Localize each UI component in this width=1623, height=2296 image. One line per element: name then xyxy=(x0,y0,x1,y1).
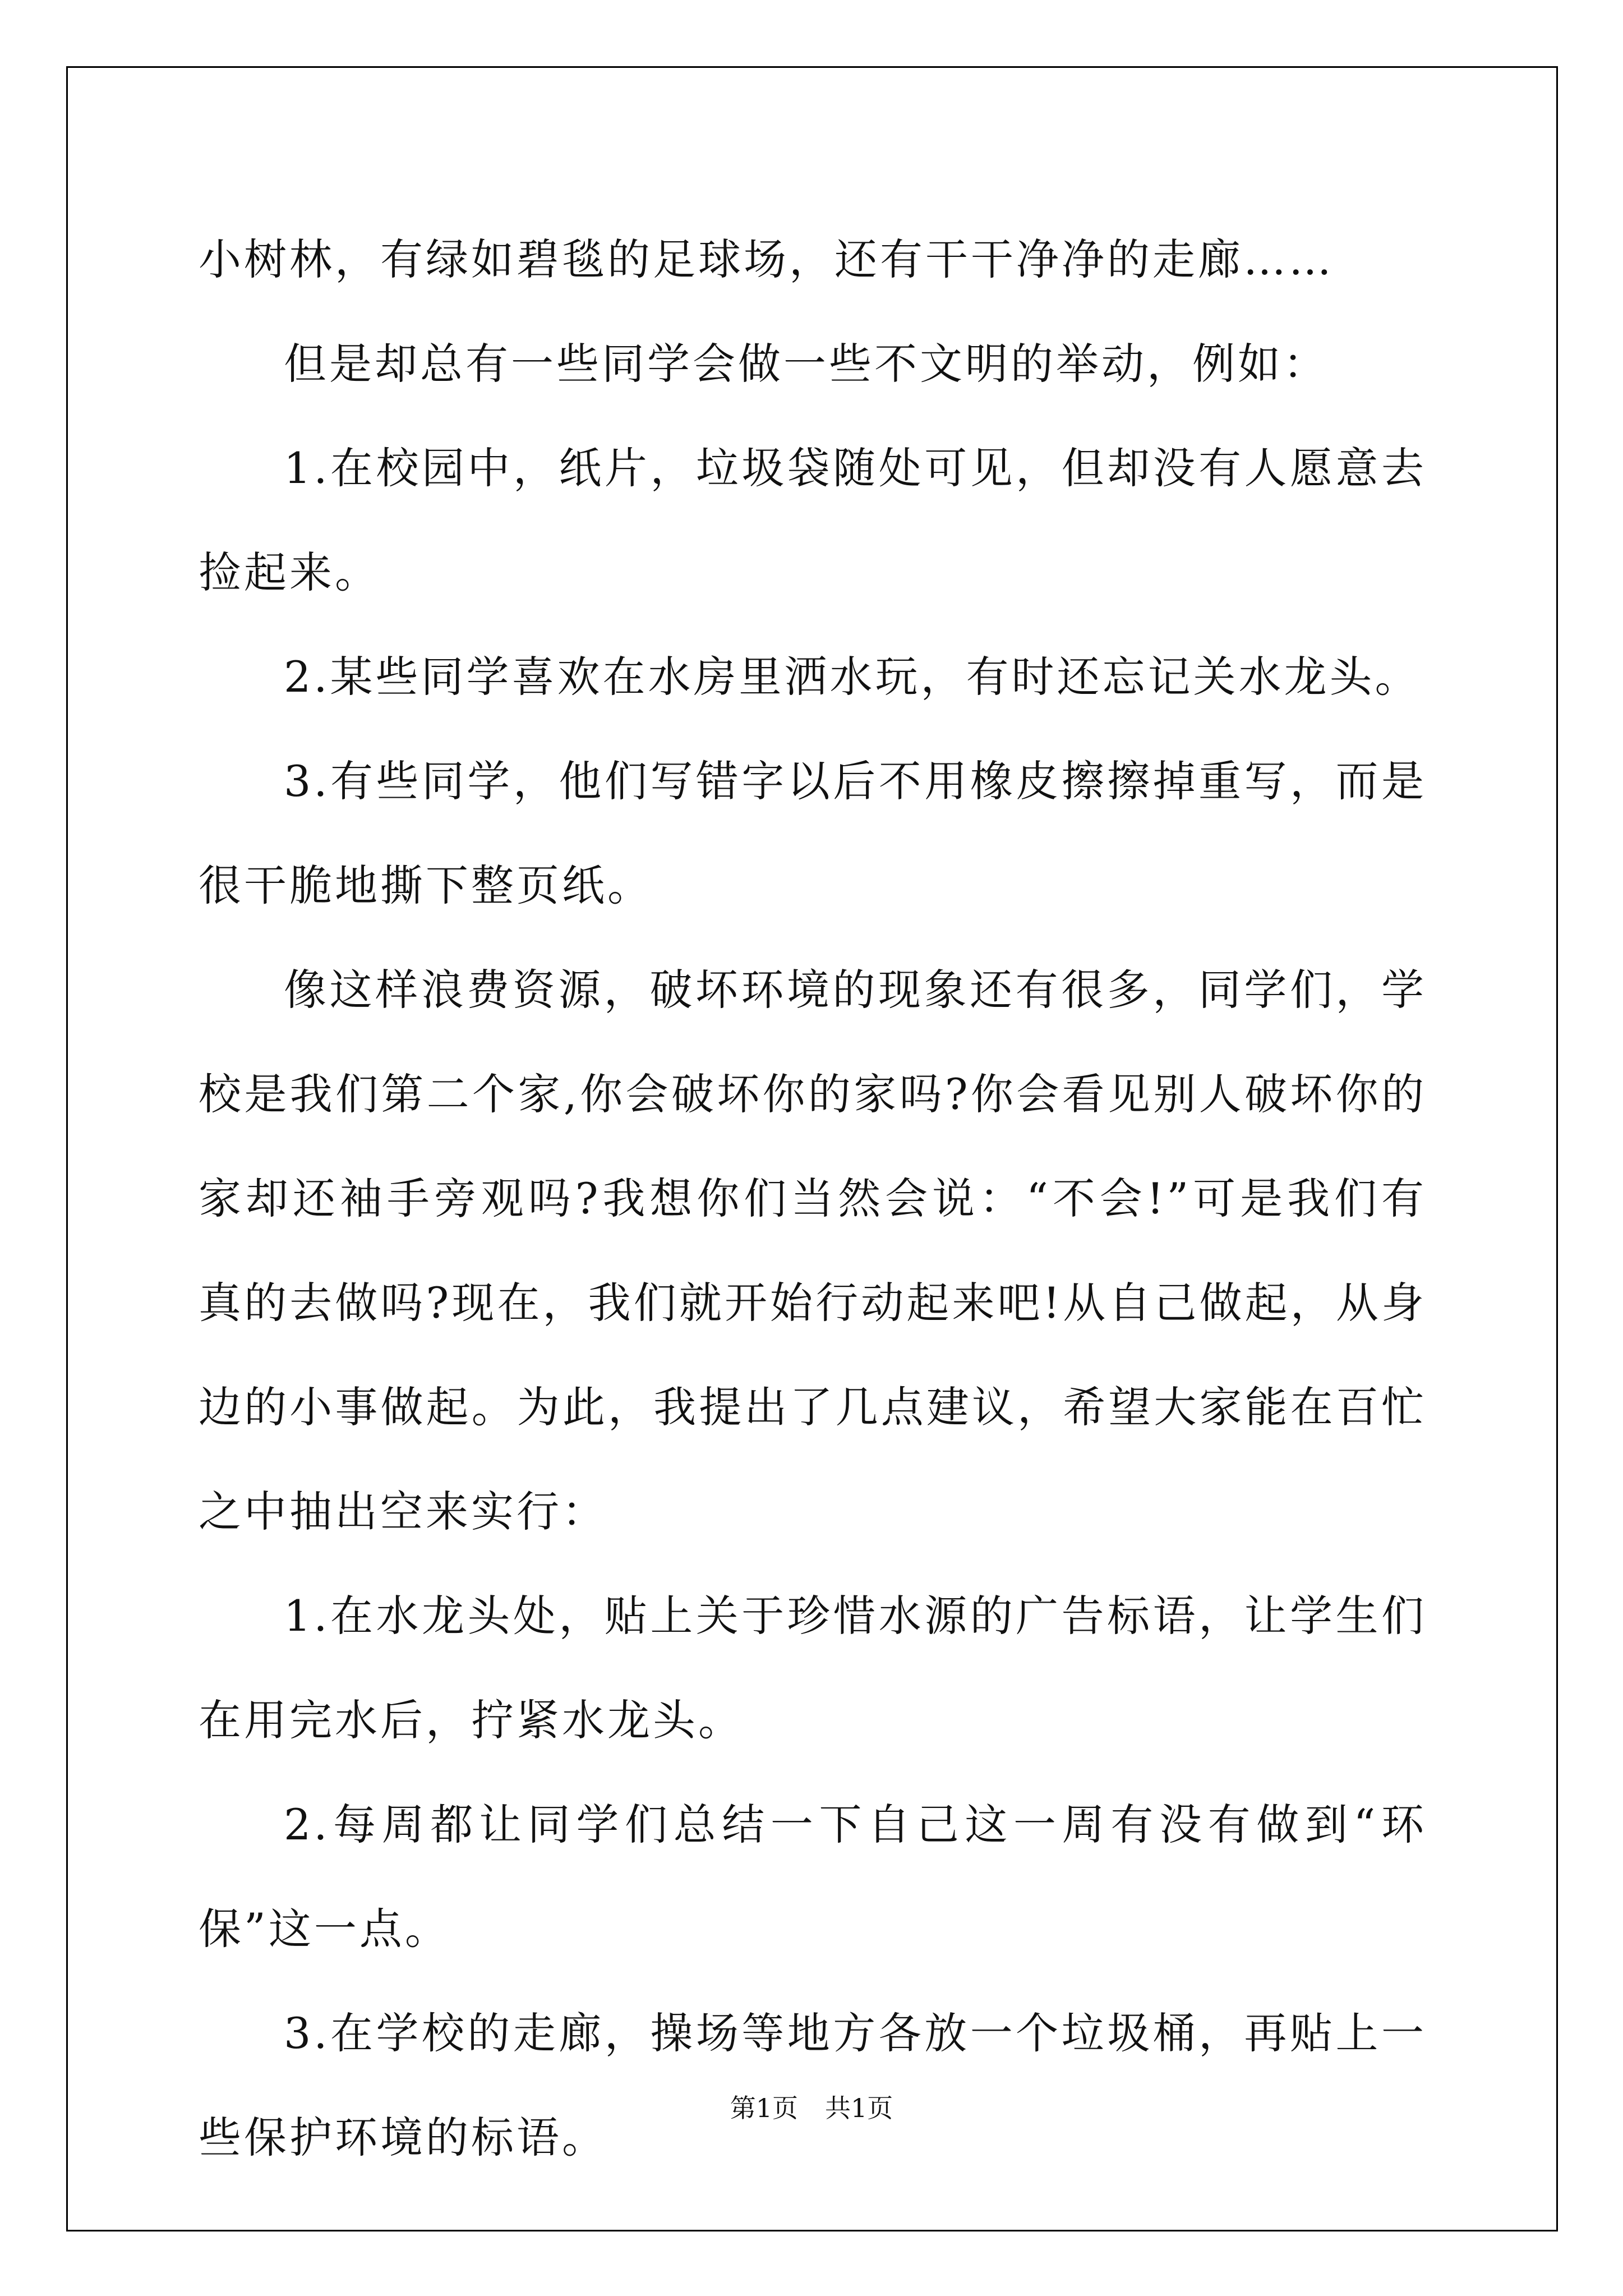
document-body xyxy=(199,208,1427,2190)
list-item: 1.在水龙头处，贴上关于珍惜水源的广告标语，让学生们在用完水后，拧紧水龙头。 xyxy=(199,1591,1427,1745)
paragraph: 但是却总有一些同学会做一些不文明的举动，例如： xyxy=(284,339,1329,389)
list-item: 2.每周都让同学们总结一下自己这一周有没有做到“环保”这一点。 xyxy=(199,1800,1427,1954)
page-total: 共1页 xyxy=(825,2093,893,2123)
list-item: 3.在学校的走廊，操场等地方各放一个垃圾桶，再贴上一些保护环境的标语。 xyxy=(199,2008,1427,2162)
list-item: 2.某些同学喜欢在水房里洒水玩，有时还忘记关水龙头。 xyxy=(284,652,1421,702)
page-number: 第1页 xyxy=(730,2093,798,2123)
page-footer xyxy=(0,2088,1623,2125)
paragraph: 像这样浪费资源，破坏环境的现象还有很多，同学们，学校是我们第二个家,你会破坏你的家吗?你会看见别人破坏你的家却还袖手旁观吗?我想你们当然会说：“不会!”可是我们有真的去做吗?现在，我们就开始行动起来吧!从自己做起，从身边的小事做起。为此，我提出了几点建议，希望大家能在百忙之中抽出空来实行： xyxy=(199,965,1427,1536)
paragraph: 小树林，有绿如碧毯的足球场，还有干干净净的走廊…… xyxy=(199,234,1334,284)
list-item: 1.在校园中，纸片，垃圾袋随处可见，但却没有人愿意去捡起来。 xyxy=(199,443,1427,597)
list-item: 3.有些同学，他们写错字以后不用橡皮擦擦掉重写，而是很干脆地撕下整页纸。 xyxy=(199,756,1427,910)
